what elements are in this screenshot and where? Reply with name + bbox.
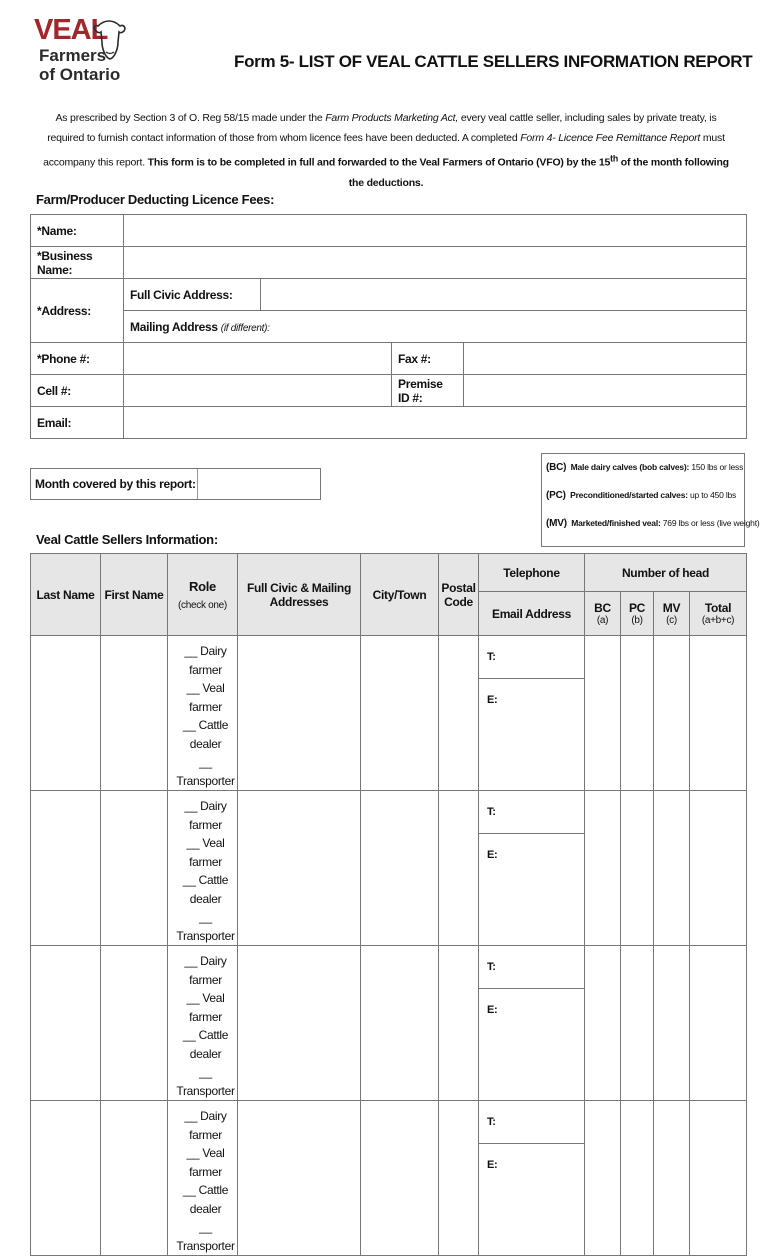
telephone-email-cell[interactable] [479,791,585,946]
role-cell[interactable] [168,946,238,1101]
city-cell[interactable] [361,791,439,946]
col-role [168,554,238,636]
role-option[interactable]: __ Transporter [176,910,235,943]
col-bc [585,592,621,636]
mailing-note: (if different): [220,322,270,334]
bc-count-cell[interactable] [585,946,621,1101]
total-count-cell[interactable] [690,636,747,791]
mv-count-cell[interactable] [654,1101,690,1256]
email-label: Email: [31,407,124,439]
pc-count-cell[interactable] [621,946,654,1101]
role-option[interactable]: __ Cattle dealer [182,1028,229,1061]
bc-count-cell[interactable] [585,636,621,791]
legend-pc-rest: up to 450 lbs [687,490,737,500]
civic-address-cell[interactable] [238,636,361,791]
pc-count-cell[interactable] [621,791,654,946]
col-city: City/Town [361,554,439,636]
role-option[interactable]: __ Dairy farmer [184,1109,227,1142]
role-option[interactable]: __ Cattle dealer [182,873,229,906]
legend-bc [546,462,743,473]
name-field[interactable] [124,215,747,247]
role-option[interactable]: __ Veal farmer [186,836,225,869]
pc-count-cell[interactable] [621,1101,654,1256]
col-number-of-head: Number of head [585,554,747,592]
role-option[interactable]: __ Transporter [176,1220,235,1253]
role-option[interactable]: __ Cattle dealer [182,1183,229,1216]
col-total-label: Total [704,601,732,615]
first-name-cell[interactable] [101,791,168,946]
col-telephone: Telephone [479,554,585,592]
last-name-cell[interactable] [31,636,101,791]
telephone-field[interactable]: T: [479,946,584,989]
col-mv-label: MV [662,601,681,615]
seller-row [31,946,747,1101]
first-name-cell[interactable] [101,1101,168,1256]
col-civic: Full Civic & Mailing Addresses [238,554,361,636]
bc-count-cell[interactable] [585,791,621,946]
email-field[interactable] [124,407,747,439]
intro-text-2: every veal cattle seller, including sales by private treaty, is required to furnish contact information of those from whom licence fees have been deducted. A completed [47,112,717,144]
role-option[interactable]: __ Dairy farmer [184,644,227,677]
last-name-cell[interactable] [31,791,101,946]
postal-code-cell[interactable] [439,1101,479,1256]
phone-field[interactable] [124,343,392,375]
mv-count-cell[interactable] [654,636,690,791]
intro-text-1: As prescribed by Section 3 of O. Reg 58/15 made under the [55,112,326,124]
legend-bc-desc: Male dairy calves (bob calves): [570,462,690,472]
total-count-cell[interactable] [690,791,747,946]
telephone-field[interactable]: T: [479,791,584,834]
col-total [690,592,747,636]
city-cell[interactable] [361,636,439,791]
legend-mv-rest: 769 lbs or less (live weight) [660,518,760,528]
civic-address-cell[interactable] [238,1101,361,1256]
civic-address-cell[interactable] [238,791,361,946]
form-title: Form 5- LIST OF VEAL CATTLE SELLERS INFORMATION REPORT [234,52,753,71]
role-option[interactable]: __ Transporter [176,755,235,788]
cow-head-icon [92,20,126,62]
total-count-cell[interactable] [690,946,747,1101]
role-option[interactable]: __ Dairy farmer [184,954,227,987]
premise-label: Premise ID #: [392,375,464,407]
legend-pc [546,490,736,501]
role-option[interactable]: __ Veal farmer [186,1146,225,1179]
role-option[interactable]: __ Veal farmer [186,991,225,1024]
month-covered-field[interactable] [197,469,321,499]
col-role-label: Role [189,578,216,594]
last-name-cell[interactable] [31,946,101,1101]
role-cell[interactable] [168,791,238,946]
civic-address-cell[interactable] [238,946,361,1101]
col-bc-label: BC [594,601,611,615]
month-covered-label: Month covered by this report: [35,477,196,491]
email-address-field[interactable]: E: [487,694,498,706]
legend-bc-rest: 150 lbs or less [689,462,744,472]
total-count-cell[interactable] [690,1101,747,1256]
telephone-field[interactable]: T: [479,636,584,679]
col-mv-sub: (c) [666,615,677,626]
telephone-email-cell[interactable] [479,946,585,1101]
col-pc-label: PC [628,601,646,615]
seller-row [31,636,747,791]
mv-count-cell[interactable] [654,791,690,946]
section-sellers-heading: Veal Cattle Sellers Information: [36,532,218,547]
email-address-field[interactable]: E: [487,1159,498,1171]
email-address-field[interactable]: E: [487,1004,498,1016]
section-producer-heading: Farm/Producer Deducting Licence Fees: [36,192,275,207]
telephone-field[interactable]: T: [479,1101,584,1144]
name-label: *Name: [31,215,124,247]
logo-farmers: Farmers [39,46,107,65]
seller-row [31,1101,747,1256]
legend-pc-code: (PC) [546,490,566,501]
premise-field[interactable] [464,375,747,407]
address-label: *Address: [31,279,124,343]
legend-mv-desc: Marketed/finished veal: [571,518,661,528]
mv-count-cell[interactable] [654,946,690,1101]
logo-of-ontario: of Ontario [39,65,121,84]
role-option[interactable]: __ Transporter [176,1065,235,1098]
bc-count-cell[interactable] [585,1101,621,1256]
postal-code-cell[interactable] [439,946,479,1101]
city-cell[interactable] [361,1101,439,1256]
city-cell[interactable] [361,946,439,1101]
col-last-name: Last Name [31,554,101,636]
role-option[interactable]: __ Veal farmer [186,681,225,714]
legend-mv-code: (MV) [546,518,567,529]
col-first-name: First Name [101,554,168,636]
intro-act-name: Farm Products Marketing Act, [325,112,459,124]
cell-field[interactable] [124,375,392,407]
pc-count-cell[interactable] [621,636,654,791]
postal-code-cell[interactable] [439,636,479,791]
fax-field[interactable] [464,343,747,375]
legend-pc-desc: Preconditioned/started calves: [570,490,688,500]
role-cell[interactable] [168,1101,238,1256]
intro-deadline-end: of the month following the deductions. [348,156,729,189]
intro-form4-name: Form 4- Licence Fee Remittance Report [520,132,701,144]
first-name-cell[interactable] [101,636,168,791]
col-role-sub: (check one) [178,599,227,611]
legend-mv [546,518,760,529]
mailing-address-field[interactable] [124,311,747,343]
intro-deadline: This form is to be completed in full and forwarded to the Veal Farmers of Ontario (VFO) by the 15 [147,156,611,169]
phone-label: *Phone #: [31,343,124,375]
mailing-address-label: Mailing Address [130,319,218,334]
category-legend [541,453,760,547]
postal-code-cell[interactable] [439,791,479,946]
sellers-table [30,553,747,1256]
cell-label: Cell #: [31,375,124,407]
col-total-sub: (a+b+c) [701,615,735,626]
business-name-label: *Business Name: [31,247,124,279]
col-postal: Postal Code [439,554,479,636]
business-name-field[interactable] [124,247,747,279]
col-email: Email Address [479,592,585,636]
telephone-email-cell[interactable] [479,1101,585,1256]
full-civic-field[interactable] [261,279,747,311]
telephone-email-cell[interactable] [479,636,585,791]
vfo-logo [34,14,134,90]
role-cell[interactable] [168,636,238,791]
email-address-field[interactable]: E: [487,849,498,861]
first-name-cell[interactable] [101,946,168,1101]
last-name-cell[interactable] [31,1101,101,1256]
full-civic-label: Full Civic Address: [124,279,261,311]
fax-label: Fax #: [392,343,464,375]
month-covered-box [30,468,321,500]
col-mv [654,592,690,636]
col-pc [621,592,654,636]
seller-row [31,791,747,946]
intro-sup: th [610,153,619,163]
producer-info-table [30,214,747,439]
col-bc-sub: (a) [596,615,609,626]
seller-rows [31,636,747,1256]
role-option[interactable]: __ Cattle dealer [182,718,229,751]
intro-text-3: must accompany this report. [43,132,725,169]
intro-paragraph [36,108,736,193]
logo-veal: VEAL [34,14,108,46]
role-option[interactable]: __ Dairy farmer [184,799,227,832]
legend-bc-code: (BC) [546,462,567,473]
col-pc-sub: (b) [631,615,643,626]
